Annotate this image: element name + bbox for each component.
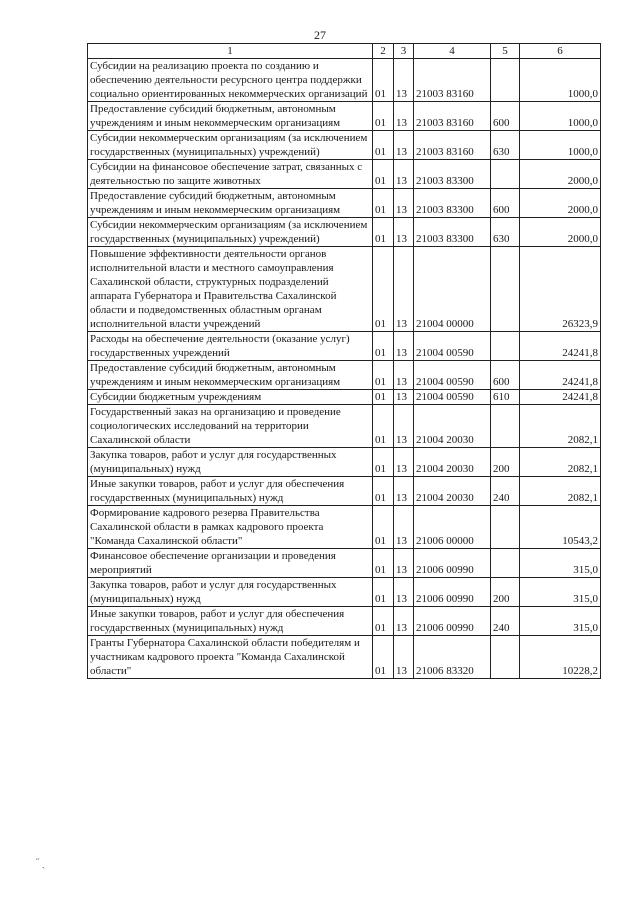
- table-row: [88, 549, 601, 578]
- table-row: [88, 59, 601, 102]
- cell-name: Предоставление субсидий бюджетным, автономным учреждениям и иным некоммерческим организациям: [88, 189, 373, 218]
- cell-sum: 315,0: [520, 607, 601, 636]
- table-row: [88, 332, 601, 361]
- cell-vr: 630: [491, 218, 520, 247]
- cell-pr: 13: [394, 636, 414, 679]
- cell-sum: 315,0: [520, 578, 601, 607]
- table-row: [88, 506, 601, 549]
- cell-sum: 2000,0: [520, 189, 601, 218]
- table-row: [88, 636, 601, 679]
- cell-sum: 24241,8: [520, 332, 601, 361]
- cell-rz: 01: [373, 477, 394, 506]
- cell-name: Субсидии бюджетным учреждениям: [88, 390, 373, 405]
- cell-name: Закупка товаров, работ и услуг для государственных (муниципальных) нужд: [88, 448, 373, 477]
- cell-csr: 21006 00990: [414, 549, 491, 578]
- cell-vr: 600: [491, 361, 520, 390]
- cell-rz: 01: [373, 506, 394, 549]
- cell-name: Формирование кадрового резерва Правительства Сахалинской области в рамках кадрового проекта "Команда Сахалинской области": [88, 506, 373, 549]
- cell-csr: 21006 00990: [414, 578, 491, 607]
- cell-rz: 01: [373, 131, 394, 160]
- cell-vr: [491, 506, 520, 549]
- cell-vr: 600: [491, 102, 520, 131]
- cell-csr: 21003 83160: [414, 59, 491, 102]
- cell-name: Закупка товаров, работ и услуг для государственных (муниципальных) нужд: [88, 578, 373, 607]
- header-cell-sum: 6: [520, 44, 601, 59]
- cell-vr: 200: [491, 578, 520, 607]
- cell-sum: 10228,2: [520, 636, 601, 679]
- cell-name: Расходы на обеспечение деятельности (оказание услуг) государственных учреждений: [88, 332, 373, 361]
- cell-pr: 13: [394, 131, 414, 160]
- cell-sum: 1000,0: [520, 131, 601, 160]
- cell-rz: 01: [373, 247, 394, 332]
- cell-sum: 24241,8: [520, 361, 601, 390]
- header-cell-rz: 2: [373, 44, 394, 59]
- table-body: [88, 59, 601, 679]
- cell-csr: 21004 00000: [414, 247, 491, 332]
- cell-name: Финансовое обеспечение организации и проведения мероприятий: [88, 549, 373, 578]
- cell-sum: 1000,0: [520, 59, 601, 102]
- table-row: [88, 247, 601, 332]
- cell-csr: 21004 00590: [414, 332, 491, 361]
- cell-csr: 21004 20030: [414, 477, 491, 506]
- cell-sum: 2082,1: [520, 448, 601, 477]
- table-row: [88, 607, 601, 636]
- cell-vr: [491, 405, 520, 448]
- cell-sum: 315,0: [520, 549, 601, 578]
- cell-csr: 21003 83300: [414, 160, 491, 189]
- cell-csr: 21003 83300: [414, 189, 491, 218]
- table-row: [88, 102, 601, 131]
- cell-name: Иные закупки товаров, работ и услуг для обеспечения государственных (муниципальных) нужд: [88, 607, 373, 636]
- cell-csr: 21003 83300: [414, 218, 491, 247]
- cell-pr: 13: [394, 506, 414, 549]
- cell-pr: 13: [394, 247, 414, 332]
- cell-pr: 13: [394, 578, 414, 607]
- budget-table: [87, 43, 601, 679]
- cell-pr: 13: [394, 160, 414, 189]
- cell-pr: 13: [394, 361, 414, 390]
- table-row: [88, 405, 601, 448]
- cell-vr: 240: [491, 607, 520, 636]
- table-row: [88, 390, 601, 405]
- table-row: [88, 189, 601, 218]
- cell-csr: 21004 20030: [414, 448, 491, 477]
- cell-rz: 01: [373, 636, 394, 679]
- cell-pr: 13: [394, 477, 414, 506]
- cell-vr: [491, 636, 520, 679]
- table-row: [88, 131, 601, 160]
- page-number: 27: [314, 28, 326, 42]
- cell-pr: 13: [394, 390, 414, 405]
- header-cell-csr: 4: [414, 44, 491, 59]
- cell-pr: 13: [394, 189, 414, 218]
- cell-sum: 2000,0: [520, 160, 601, 189]
- cell-csr: 21003 83160: [414, 131, 491, 160]
- cell-sum: 1000,0: [520, 102, 601, 131]
- cell-pr: 13: [394, 59, 414, 102]
- cell-rz: 01: [373, 405, 394, 448]
- cell-pr: 13: [394, 332, 414, 361]
- cell-pr: 13: [394, 102, 414, 131]
- cell-vr: 630: [491, 131, 520, 160]
- cell-csr: 21004 20030: [414, 405, 491, 448]
- cell-vr: 240: [491, 477, 520, 506]
- cell-csr: 21006 00990: [414, 607, 491, 636]
- cell-vr: 610: [491, 390, 520, 405]
- table-row: [88, 578, 601, 607]
- table-row: [88, 160, 601, 189]
- table-row: [88, 448, 601, 477]
- cell-name: Субсидии на реализацию проекта по созданию и обеспечению деятельности ресурсного центра поддержки социально ориентированных некоммерческих организаций: [88, 59, 373, 102]
- cell-rz: 01: [373, 102, 394, 131]
- cell-sum: 10543,2: [520, 506, 601, 549]
- cell-csr: 21006 00000: [414, 506, 491, 549]
- cell-rz: 01: [373, 59, 394, 102]
- cell-rz: 01: [373, 361, 394, 390]
- cell-sum: 26323,9: [520, 247, 601, 332]
- cell-sum: 2000,0: [520, 218, 601, 247]
- cell-pr: 13: [394, 218, 414, 247]
- cell-csr: 21003 83160: [414, 102, 491, 131]
- cell-pr: 13: [394, 607, 414, 636]
- cell-csr: 21004 00590: [414, 390, 491, 405]
- cell-csr: 21006 83320: [414, 636, 491, 679]
- scan-artifact-mark: ˝ ˎ: [36, 858, 46, 869]
- cell-rz: 01: [373, 607, 394, 636]
- cell-name: Субсидии на финансовое обеспечение затрат, связанных с деятельностью по защите животных: [88, 160, 373, 189]
- table-header-row: [88, 44, 601, 59]
- cell-vr: 200: [491, 448, 520, 477]
- cell-name: Иные закупки товаров, работ и услуг для обеспечения государственных (муниципальных) нужд: [88, 477, 373, 506]
- cell-name: Повышение эффективности деятельности органов исполнительной власти и местного самоуправления Сахалинской области, структурных подразделений аппарата Губернатора и Правительства Сахалинской области и подведомственных областным органам исполнительной власти учреждений: [88, 247, 373, 332]
- cell-name: Предоставление субсидий бюджетным, автономным учреждениям и иным некоммерческим организациям: [88, 102, 373, 131]
- header-cell-vr: 5: [491, 44, 520, 59]
- cell-rz: 01: [373, 332, 394, 361]
- header-cell-name: 1: [88, 44, 373, 59]
- cell-vr: [491, 332, 520, 361]
- cell-rz: 01: [373, 160, 394, 189]
- cell-rz: 01: [373, 549, 394, 578]
- table-row: [88, 361, 601, 390]
- cell-vr: [491, 160, 520, 189]
- cell-vr: [491, 59, 520, 102]
- cell-vr: [491, 549, 520, 578]
- cell-sum: 2082,1: [520, 405, 601, 448]
- cell-pr: 13: [394, 405, 414, 448]
- cell-rz: 01: [373, 189, 394, 218]
- cell-name: Субсидии некоммерческим организациям (за исключением государственных (муниципальных) учреждений): [88, 218, 373, 247]
- cell-name: Субсидии некоммерческим организациям (за исключением государственных (муниципальных) учреждений): [88, 131, 373, 160]
- cell-pr: 13: [394, 549, 414, 578]
- cell-pr: 13: [394, 448, 414, 477]
- table-row: [88, 218, 601, 247]
- cell-sum: 2082,1: [520, 477, 601, 506]
- cell-rz: 01: [373, 448, 394, 477]
- table-row: [88, 477, 601, 506]
- header-cell-pr: 3: [394, 44, 414, 59]
- cell-name: Гранты Губернатора Сахалинской области победителям и участникам кадрового проекта "Команда Сахалинской области": [88, 636, 373, 679]
- cell-vr: 600: [491, 189, 520, 218]
- cell-sum: 24241,8: [520, 390, 601, 405]
- cell-vr: [491, 247, 520, 332]
- cell-name: Государственный заказ на организацию и проведение социологических исследований на территории Сахалинской области: [88, 405, 373, 448]
- cell-name: Предоставление субсидий бюджетным, автономным учреждениям и иным некоммерческим организациям: [88, 361, 373, 390]
- cell-csr: 21004 00590: [414, 361, 491, 390]
- cell-rz: 01: [373, 218, 394, 247]
- cell-rz: 01: [373, 390, 394, 405]
- cell-rz: 01: [373, 578, 394, 607]
